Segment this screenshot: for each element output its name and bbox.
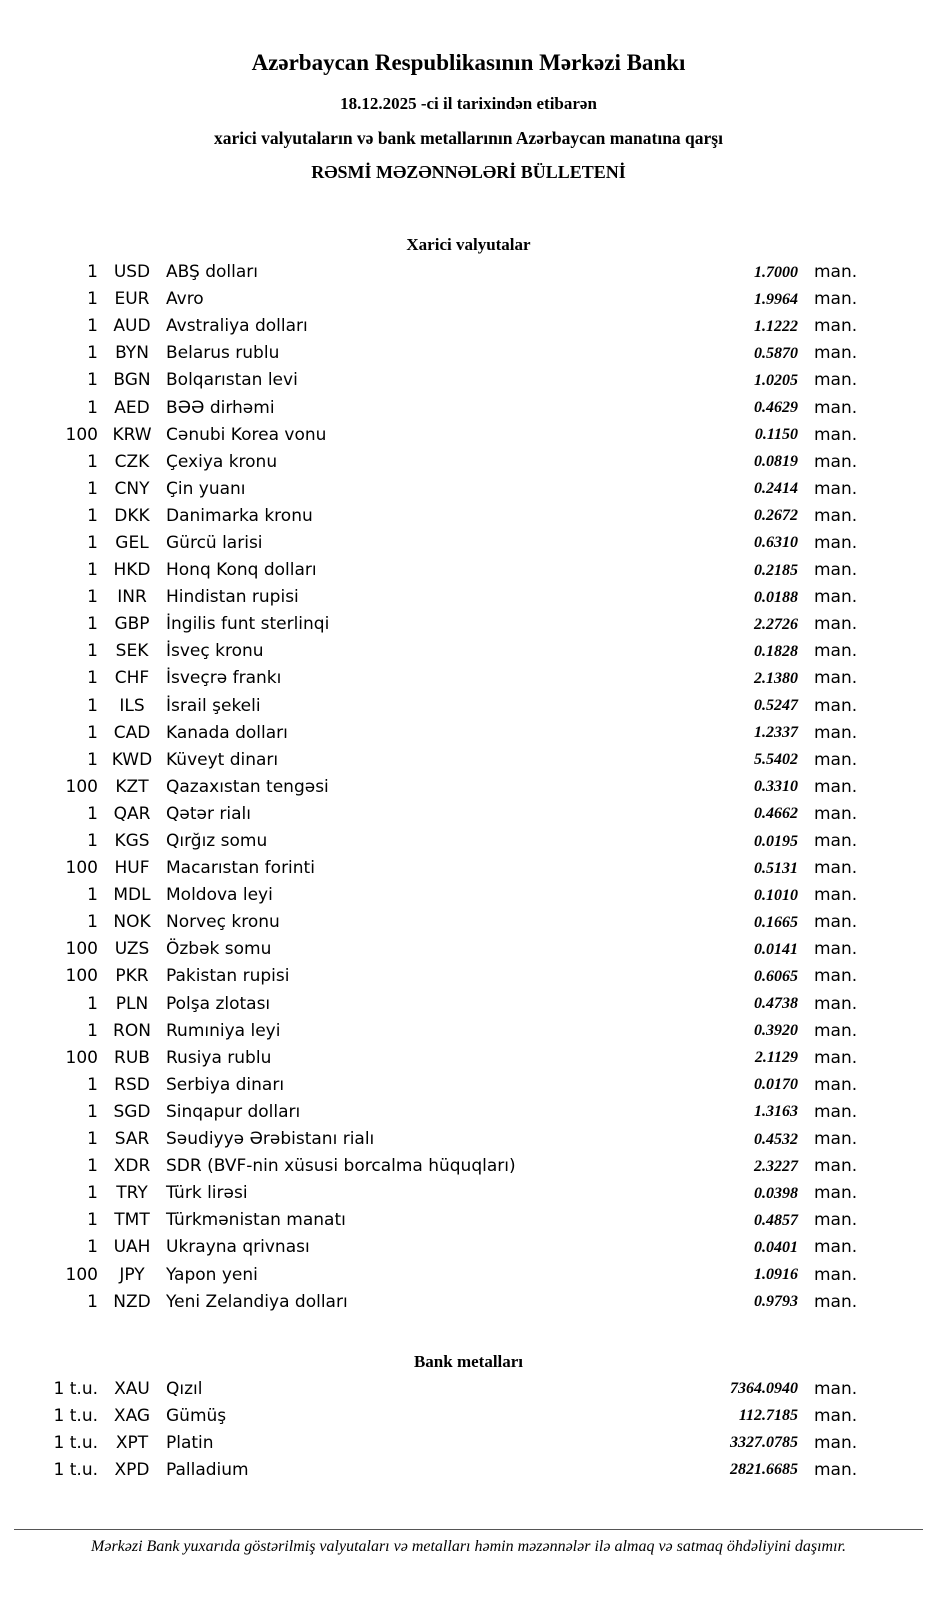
row-quantity: 1	[87, 1183, 98, 1204]
exchange-rate: 0.9793	[754, 1293, 798, 1311]
currency-row	[50, 259, 870, 286]
exchange-rate: 0.0188	[754, 588, 798, 606]
unit-label: man.	[814, 1378, 858, 1399]
exchange-rate: 1.1222	[754, 317, 798, 335]
currency-code: SGD	[113, 1101, 151, 1122]
unit-label: man.	[814, 722, 858, 743]
currency-row	[50, 638, 870, 665]
exchange-rate: 0.1150	[754, 426, 798, 444]
currency-name: Bolqarıstan levi	[166, 370, 298, 391]
row-quantity: 1	[87, 831, 98, 852]
currency-code: CHF	[114, 668, 150, 689]
currency-code: BGN	[113, 370, 151, 391]
currency-table	[50, 259, 870, 1316]
row-quantity: 1	[87, 316, 98, 337]
unit-label: man.	[814, 1183, 858, 1204]
currency-row	[50, 963, 870, 990]
unit-label: man.	[814, 831, 858, 852]
currency-name: Honq Konq dolları	[166, 560, 317, 581]
row-quantity: 1	[87, 1210, 98, 1231]
currency-name: Rusiya rublu	[166, 1047, 272, 1068]
row-quantity: 1 t.u.	[53, 1378, 98, 1399]
exchange-rate: 1.0916	[754, 1266, 798, 1284]
currency-code: AUD	[113, 316, 151, 337]
currency-code: MDL	[113, 885, 151, 906]
currency-code: GEL	[115, 532, 149, 553]
exchange-rate: 2.3227	[754, 1157, 798, 1175]
currency-row	[50, 801, 870, 828]
exchange-rate: 2.1129	[754, 1049, 798, 1067]
unit-label: man.	[814, 505, 858, 526]
currency-name: Palladium	[166, 1459, 249, 1480]
currency-row	[50, 991, 870, 1018]
exchange-rate: 0.4629	[754, 399, 798, 417]
exchange-rate: 3327.0785	[730, 1434, 798, 1452]
exchange-rate: 0.5870	[754, 344, 798, 362]
currency-code: NOK	[113, 912, 151, 933]
exchange-rate: 0.0170	[754, 1076, 798, 1094]
currency-row	[50, 313, 870, 340]
currency-code: PLN	[115, 993, 149, 1014]
exchange-rate: 112.7185	[738, 1407, 798, 1425]
exchange-rate: 0.0398	[754, 1184, 798, 1202]
currency-code: USD	[113, 262, 151, 283]
currency-name: Qətər rialı	[166, 803, 251, 824]
exchange-rate: 2.2726	[754, 615, 798, 633]
exchange-rate: 0.5247	[754, 697, 798, 715]
currency-row	[50, 882, 870, 909]
metal-row	[50, 1430, 870, 1457]
currency-name: Avstraliya dolları	[166, 316, 308, 337]
currency-row	[50, 1099, 870, 1126]
currency-row	[50, 394, 870, 421]
exchange-rate: 0.4662	[754, 805, 798, 823]
row-quantity: 100	[65, 939, 98, 960]
unit-label: man.	[814, 478, 858, 499]
bulletin-title: RƏSMİ MƏZƏNNƏLƏRİ BÜLLETENİ	[311, 162, 626, 182]
row-quantity: 100	[65, 424, 98, 445]
unit-label: man.	[814, 1264, 858, 1285]
exchange-rate: 7364.0940	[730, 1380, 798, 1398]
currency-code: KWD	[111, 749, 153, 770]
currency-name: Özbək somu	[166, 939, 272, 960]
currency-row	[50, 936, 870, 963]
unit-label: man.	[814, 641, 858, 662]
currency-row	[50, 1126, 870, 1153]
currency-code: TRY	[116, 1183, 148, 1204]
currency-code: KRW	[112, 424, 152, 445]
unit-label: man.	[814, 1405, 858, 1426]
currency-name: Kanada dolları	[166, 722, 288, 743]
currency-code: XAG	[113, 1405, 151, 1426]
currency-code: RUB	[114, 1047, 150, 1068]
currency-name: Çexiya kronu	[166, 451, 278, 472]
metals-table	[50, 1376, 870, 1484]
currency-code: AED	[114, 397, 150, 418]
currency-row	[50, 611, 870, 638]
unit-label: man.	[814, 885, 858, 906]
metals-section-title: Bank metalları	[413, 1351, 524, 1371]
metal-row	[50, 1376, 870, 1403]
currency-name: Norveç kronu	[166, 912, 280, 933]
exchange-rate: 0.2672	[754, 507, 798, 525]
row-quantity: 1	[87, 262, 98, 283]
exchange-rate: 0.1828	[754, 642, 798, 660]
row-quantity: 1	[87, 912, 98, 933]
currency-code: UZS	[114, 939, 150, 960]
currency-row	[50, 1180, 870, 1207]
currency-row	[50, 584, 870, 611]
exchange-rate: 2.1380	[754, 669, 798, 687]
currency-name: İngilis funt sterlinqi	[166, 614, 330, 635]
unit-label: man.	[814, 316, 858, 337]
currency-name: Gürcü larisi	[166, 532, 263, 553]
currency-name: İsrail şekeli	[166, 695, 261, 716]
row-quantity: 100	[65, 776, 98, 797]
currency-name: Avro	[166, 289, 204, 310]
row-quantity: 1	[87, 451, 98, 472]
currency-name: Serbiya dinarı	[166, 1074, 285, 1095]
currency-code: PKR	[115, 966, 149, 987]
unit-label: man.	[814, 397, 858, 418]
exchange-rate: 0.1665	[754, 913, 798, 931]
currency-name: Moldova leyi	[166, 885, 273, 906]
currency-name: Danimarka kronu	[166, 505, 313, 526]
currency-name: Qazaxıstan tengəsi	[166, 776, 329, 797]
row-quantity: 1	[87, 397, 98, 418]
unit-label: man.	[814, 1020, 858, 1041]
row-quantity: 1	[87, 532, 98, 553]
exchange-rate: 1.0205	[754, 371, 798, 389]
exchange-rate: 1.9964	[754, 290, 798, 308]
row-quantity: 1	[87, 1156, 98, 1177]
currency-row	[50, 855, 870, 882]
row-quantity: 1	[87, 993, 98, 1014]
bank-title: Azərbaycan Respublikasının Mərkəzi Bankı	[251, 50, 686, 75]
unit-label: man.	[814, 1047, 858, 1068]
currency-name: Gümüş	[166, 1405, 227, 1426]
unit-label: man.	[814, 939, 858, 960]
unit-label: man.	[814, 289, 858, 310]
row-quantity: 1	[87, 722, 98, 743]
currency-row	[50, 449, 870, 476]
unit-label: man.	[814, 1432, 858, 1453]
exchange-rate: 0.5131	[754, 859, 798, 877]
exchange-rate: 0.0819	[754, 453, 798, 471]
currency-code: XPD	[114, 1459, 150, 1480]
exchange-rate: 0.0141	[754, 940, 798, 958]
currency-row	[50, 367, 870, 394]
unit-label: man.	[814, 668, 858, 689]
currency-row	[50, 774, 870, 801]
currency-code: CZK	[114, 451, 150, 472]
currency-code: DKK	[114, 505, 150, 526]
row-quantity: 1	[87, 478, 98, 499]
exchange-rate: 0.2414	[754, 480, 798, 498]
currency-name: Ukrayna qrivnası	[166, 1237, 310, 1258]
unit-label: man.	[814, 532, 858, 553]
exchange-rate: 0.2185	[754, 561, 798, 579]
currency-name: Hindistan rupisi	[166, 587, 299, 608]
currency-code: JPY	[119, 1264, 145, 1285]
currency-name: Belarus rublu	[166, 343, 280, 364]
currency-code: XDR	[113, 1156, 151, 1177]
unit-label: man.	[814, 1210, 858, 1231]
exchange-rate: 0.0195	[754, 832, 798, 850]
currency-name: İsveç kronu	[166, 641, 264, 662]
currency-row	[50, 720, 870, 747]
currency-name: BƏƏ dirhəmi	[166, 397, 275, 418]
currency-code: HUF	[114, 858, 150, 879]
row-quantity: 100	[65, 1047, 98, 1068]
currency-name: SDR (BVF-nin xüsusi borcalma hüquqları)	[166, 1156, 516, 1177]
exchange-rate: 1.2337	[754, 724, 798, 742]
currency-row	[50, 1018, 870, 1045]
unit-label: man.	[814, 1459, 858, 1480]
currency-row	[50, 557, 870, 584]
unit-label: man.	[814, 614, 858, 635]
currency-row	[50, 503, 870, 530]
currencies-section-title: Xarici valyutalar	[406, 235, 531, 254]
bulletin-header	[0, 0, 937, 183]
unit-label: man.	[814, 1074, 858, 1095]
exchange-rate: 0.3310	[754, 778, 798, 796]
row-quantity: 1	[87, 1291, 98, 1312]
unit-label: man.	[814, 912, 858, 933]
currency-row	[50, 1072, 870, 1099]
unit-label: man.	[814, 451, 858, 472]
currency-name: Qırğız somu	[166, 831, 268, 852]
row-quantity: 1	[87, 560, 98, 581]
unit-label: man.	[814, 993, 858, 1014]
currency-row	[50, 340, 870, 367]
currency-row	[50, 693, 870, 720]
currency-row	[50, 1289, 870, 1316]
unit-label: man.	[814, 749, 858, 770]
currency-code: KGS	[114, 831, 150, 852]
metal-row	[50, 1403, 870, 1430]
row-quantity: 1	[87, 641, 98, 662]
currency-name: Polşa zlotası	[166, 993, 271, 1014]
exchange-rate: 0.0401	[754, 1238, 798, 1256]
currency-code: TMT	[114, 1210, 150, 1231]
row-quantity: 1	[87, 614, 98, 635]
footer-disclaimer: Mərkəzi Bank yuxarıda göstərilmiş valyutaları və metalları həmin məzənnələr ilə almaq və satmaq öhdəliyini daşımır.	[14, 1529, 923, 1556]
row-quantity: 100	[65, 1264, 98, 1285]
exchange-rate: 1.3163	[754, 1103, 798, 1121]
currency-row	[50, 1207, 870, 1234]
exchange-rate: 2821.6685	[730, 1461, 798, 1479]
currency-row	[50, 422, 870, 449]
currency-code: SEK	[115, 641, 149, 662]
unit-label: man.	[814, 858, 858, 879]
currency-row	[50, 1045, 870, 1072]
currency-name: Sinqapur dolları	[166, 1101, 301, 1122]
currency-code: CAD	[113, 722, 151, 743]
currency-code: NZD	[113, 1291, 151, 1312]
unit-label: man.	[814, 803, 858, 824]
row-quantity: 1	[87, 289, 98, 310]
currency-name: Türk lirəsi	[166, 1183, 248, 1204]
row-quantity: 1	[87, 1074, 98, 1095]
currency-row	[50, 476, 870, 503]
currency-name: Səudiyyə Ərəbistanı rialı	[166, 1129, 375, 1150]
row-quantity: 1	[87, 695, 98, 716]
unit-label: man.	[814, 1156, 858, 1177]
row-quantity: 100	[65, 858, 98, 879]
currency-row	[50, 1261, 870, 1288]
row-quantity: 1	[87, 749, 98, 770]
subtitle-line: xarici valyutaların və bank metallarının Azərbaycan manatına qarşı	[214, 128, 723, 148]
currency-name: İsveçrə frankı	[166, 668, 282, 689]
row-quantity: 1	[87, 885, 98, 906]
currency-code: ILS	[119, 695, 145, 716]
currency-name: Türkmənistan manatı	[166, 1210, 346, 1231]
currency-code: XPT	[115, 1432, 149, 1453]
currency-name: ABŞ dolları	[166, 262, 258, 283]
unit-label: man.	[814, 1291, 858, 1312]
row-quantity: 1	[87, 1101, 98, 1122]
unit-label: man.	[814, 343, 858, 364]
row-quantity: 1	[87, 668, 98, 689]
currency-code: KZT	[115, 776, 149, 797]
row-quantity: 100	[65, 966, 98, 987]
unit-label: man.	[814, 424, 858, 445]
currency-name: Küveyt dinarı	[166, 749, 279, 770]
currency-code: CNY	[114, 478, 150, 499]
currency-code: UAH	[113, 1237, 151, 1258]
unit-label: man.	[814, 1129, 858, 1150]
exchange-rate: 0.6310	[754, 534, 798, 552]
metal-row	[50, 1457, 870, 1484]
currency-row	[50, 828, 870, 855]
exchange-rate: 0.3920	[754, 1022, 798, 1040]
currency-name: Platin	[166, 1432, 214, 1453]
currency-row	[50, 665, 870, 692]
currency-name: Qızıl	[166, 1378, 203, 1399]
exchange-rate: 0.4738	[754, 995, 798, 1013]
currency-name: Pakistan rupisi	[166, 966, 290, 987]
currency-code: SAR	[114, 1129, 150, 1150]
currency-code: GBP	[114, 614, 150, 635]
row-quantity: 1	[87, 1020, 98, 1041]
unit-label: man.	[814, 966, 858, 987]
unit-label: man.	[814, 370, 858, 391]
currency-row	[50, 286, 870, 313]
unit-label: man.	[814, 776, 858, 797]
currency-name: Yapon yeni	[166, 1264, 258, 1285]
row-quantity: 1 t.u.	[53, 1405, 98, 1426]
currency-code: RSD	[114, 1074, 150, 1095]
exchange-rate: 0.1010	[754, 886, 798, 904]
unit-label: man.	[814, 560, 858, 581]
row-quantity: 1	[87, 1129, 98, 1150]
unit-label: man.	[814, 695, 858, 716]
exchange-rate: 5.5402	[754, 751, 798, 769]
currency-code: XAU	[114, 1378, 150, 1399]
currency-row	[50, 530, 870, 557]
currency-code: RON	[113, 1020, 151, 1041]
row-quantity: 1	[87, 803, 98, 824]
exchange-rate: 0.4532	[754, 1130, 798, 1148]
row-quantity: 1	[87, 505, 98, 526]
exchange-rate: 0.6065	[754, 967, 798, 985]
exchange-rate: 1.7000	[754, 263, 798, 281]
unit-label: man.	[814, 587, 858, 608]
currency-code: HKD	[113, 560, 151, 581]
currency-code: EUR	[114, 289, 150, 310]
currency-name: Yeni Zelandiya dolları	[166, 1291, 348, 1312]
exchange-rate: 0.4857	[754, 1211, 798, 1229]
currency-row	[50, 909, 870, 936]
currency-row	[50, 1234, 870, 1261]
row-quantity: 1 t.u.	[53, 1459, 98, 1480]
currency-name: Macarıstan forinti	[166, 858, 315, 879]
currency-row	[50, 747, 870, 774]
currency-code: BYN	[115, 343, 149, 364]
effective-date-line: 18.12.2025 -ci il tarixindən etibarən	[340, 94, 597, 113]
currency-code: QAR	[113, 803, 151, 824]
row-quantity: 1	[87, 1237, 98, 1258]
currency-row	[50, 1153, 870, 1180]
unit-label: man.	[814, 262, 858, 283]
row-quantity: 1	[87, 587, 98, 608]
row-quantity: 1 t.u.	[53, 1432, 98, 1453]
row-quantity: 1	[87, 343, 98, 364]
currency-name: Cənubi Korea vonu	[166, 424, 327, 445]
row-quantity: 1	[87, 370, 98, 391]
currency-name: Rumıniya leyi	[166, 1020, 281, 1041]
currency-name: Çin yuanı	[166, 478, 246, 499]
unit-label: man.	[814, 1101, 858, 1122]
unit-label: man.	[814, 1237, 858, 1258]
currency-code: INR	[117, 587, 147, 608]
